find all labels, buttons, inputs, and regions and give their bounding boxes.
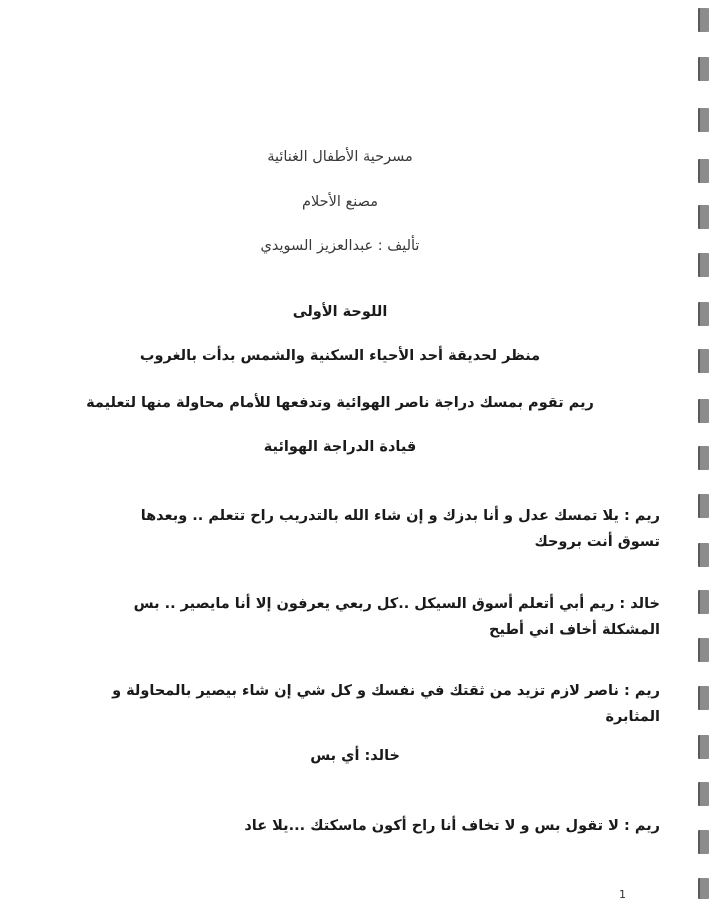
binding-tab [698, 302, 709, 326]
dialogue-line: خالد: أي بس [310, 748, 400, 764]
dialogue-line: خالد : ريم أبي أتعلم أسوق السيكل ..كل ربعي يعرفون إلا أنا مايصير .. بس المشكلة أخاف اني أطيح [133, 596, 660, 638]
binding-tab [698, 830, 709, 854]
author-line: تأليف : عبدالعزيز السويدي [260, 238, 420, 254]
dialogue-line: ريم : لا تقول بس و لا تخاف أنا راح أكون ماسكتك ...يلا عاد [244, 818, 660, 834]
binding-tab [698, 590, 709, 614]
dialogue-line: ريم : يلا تمسك عدل و أنا بدزك و إن شاء الله بالتدريب راح تتعلم .. وبعدها تسوق أنت بروحك [140, 508, 660, 550]
binding-tab [698, 878, 709, 899]
binding-tab [698, 108, 709, 132]
binding-tab [698, 253, 709, 277]
scene-heading: اللوحة الأولى [292, 304, 388, 320]
binding-tab [698, 159, 709, 183]
scene-setting-line-3: قيادة الدراجة الهوائية [263, 439, 417, 455]
binding-tab [698, 638, 709, 662]
binding-tab [698, 57, 709, 81]
binding-tab [698, 686, 709, 710]
binding-tab [698, 735, 709, 759]
binding-tab [698, 8, 709, 32]
binding-tab [698, 782, 709, 806]
binding-tab [698, 205, 709, 229]
scene-setting-line-2: ريم تقوم بمسك دراجة ناصر الهوائية وتدفعها للأمام محاولة منها لتعليمة [86, 395, 594, 411]
binding-tab [698, 399, 709, 423]
play-title: مسرحية الأطفال الغنائية [267, 149, 413, 165]
spiral-binding [695, 0, 709, 899]
play-name: مصنع الأحلام [302, 194, 378, 210]
binding-tab [698, 349, 709, 373]
scene-setting-line-1: منظر لحديقة أحد الأحياء السكنية والشمس بدأت بالغروب [139, 348, 541, 364]
binding-tab [698, 543, 709, 567]
page-number: 1 [619, 888, 626, 901]
dialogue-line: ريم : ناصر لازم تزيد من ثقتك في نفسك و كل شي إن شاء بيصير بالمحاولة و المثابرة [112, 683, 660, 725]
binding-tab [698, 446, 709, 470]
binding-tab [698, 494, 709, 518]
